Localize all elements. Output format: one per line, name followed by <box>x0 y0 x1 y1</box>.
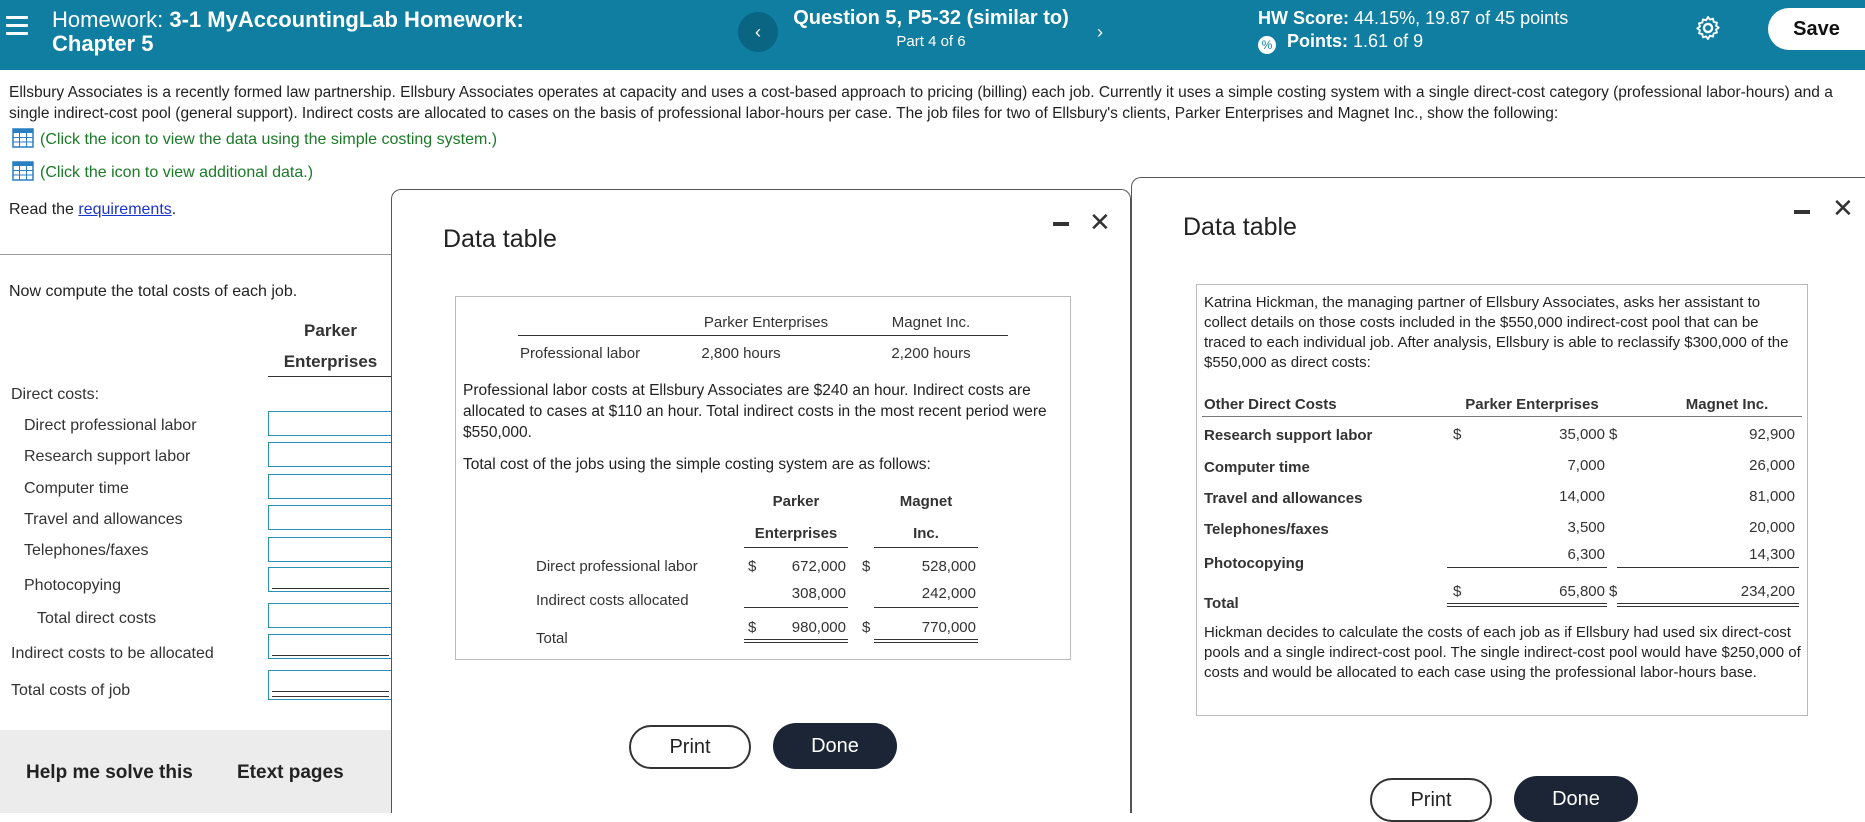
answer-col-header-line1: Parker <box>304 321 357 340</box>
total-double-line <box>874 639 978 643</box>
table-icon <box>12 128 34 148</box>
photocopying-input[interactable] <box>268 567 393 592</box>
done-button[interactable]: Done <box>1514 776 1638 822</box>
total-costs-of-job-input[interactable] <box>268 670 393 700</box>
answer-col-header-line2: Enterprises <box>283 352 378 371</box>
subtotal-line <box>874 607 978 608</box>
row-label: Research support labor <box>24 448 191 465</box>
row-label: Computer time <box>1204 459 1310 476</box>
requirements-link[interactable]: requirements <box>78 201 172 218</box>
row1-magnet: 528,000 <box>921 558 976 575</box>
hw-score <box>1258 8 1568 29</box>
points-label: Points: <box>1287 31 1349 51</box>
row-label: Total costs of job <box>11 682 131 699</box>
row-magnet: 81,000 <box>1749 488 1795 505</box>
col-header-magnet: Magnet Inc. <box>1685 396 1769 413</box>
subtotal-line <box>1617 567 1799 568</box>
col-header-parker: Parker Enterprises <box>703 314 829 331</box>
chevron-left-icon[interactable]: ‹ <box>738 12 778 52</box>
partial-credit-icon: % <box>1258 36 1276 54</box>
row-magnet: 20,000 <box>1749 519 1795 536</box>
row-parker: 7,000 <box>1567 457 1605 474</box>
read-suffix: . <box>171 201 177 218</box>
done-button[interactable]: Done <box>773 723 897 769</box>
dollar-sign: $ <box>1609 583 1618 600</box>
row-parker: 65,800 <box>1559 583 1605 600</box>
simple-costing-data-link[interactable] <box>12 128 497 149</box>
research-support-labor-input[interactable] <box>268 442 393 467</box>
help-me-solve-button[interactable]: Help me solve this <box>26 762 193 783</box>
homework-title <box>52 8 524 56</box>
chapter-label: Chapter 5 <box>52 31 154 56</box>
computer-time-input[interactable] <box>268 474 393 499</box>
row-parker: 35,000 <box>1559 426 1605 443</box>
row-label: Travel and allowances <box>1204 490 1363 507</box>
dollar-sign: $ <box>1453 583 1462 600</box>
close-icon[interactable]: ✕ <box>1089 207 1111 237</box>
table-icon <box>12 161 34 181</box>
additional-data-table <box>1196 284 1808 716</box>
header-underline <box>744 547 848 548</box>
direct-professional-labor-input[interactable] <box>268 411 393 436</box>
dollar-sign: $ <box>748 558 757 575</box>
modal-title: Data table <box>1183 213 1297 241</box>
hw-score-value: 44.15%, 19.87 of 45 points <box>1354 8 1569 28</box>
minimize-icon[interactable] <box>1794 210 1810 214</box>
data-table-modal-additional <box>1131 177 1865 813</box>
table-header-parker-1: Parker <box>772 493 820 510</box>
row-label: Photocopying <box>24 577 121 594</box>
simple-costing-table <box>455 296 1071 660</box>
header-underline <box>1202 416 1802 417</box>
row3-magnet: 770,000 <box>921 619 976 636</box>
hw-score-label: HW Score: <box>1258 8 1350 28</box>
total-cost-paragraph: Total cost of the jobs using the simple costing system are as follows: <box>463 456 931 473</box>
row-label: Telephones/faxes <box>24 542 149 559</box>
minimize-icon[interactable] <box>1053 222 1069 226</box>
data-table-modal-simple <box>391 189 1131 813</box>
total-direct-costs-input[interactable] <box>268 603 393 628</box>
instruction-text: Now compute the total costs of each job. <box>9 283 298 300</box>
row-label: Indirect costs to be allocated <box>11 645 214 662</box>
points-value: 1.61 of 9 <box>1353 31 1424 51</box>
hickman-paragraph: Hickman decides to calculate the costs of each job as if Ellsbury had used six direct-cost pools and a single indirect-cost pool. The single indirect-cost pool would have $250,000 of costs and would be allocated to each case using the professional labor-hours base. <box>1204 624 1801 681</box>
subtotal-line <box>1447 567 1607 568</box>
answer-header-underline <box>268 376 393 377</box>
row2-magnet: 242,000 <box>921 585 976 602</box>
total-double-line <box>744 639 848 643</box>
etext-pages-button[interactable]: Etext pages <box>237 762 344 783</box>
row-parker: 3,500 <box>1567 519 1605 536</box>
print-button[interactable]: Print <box>1370 778 1492 822</box>
additional-data-link[interactable] <box>12 161 313 182</box>
header-underline <box>518 335 1008 336</box>
row-label: Travel and allowances <box>24 511 183 528</box>
col-header-parker: Parker Enterprises <box>1465 396 1599 413</box>
dollar-sign: $ <box>1609 426 1618 443</box>
question-part: Part 4 of 6 <box>896 33 966 50</box>
row-label: Photocopying <box>1204 555 1304 572</box>
row3-label: Total <box>536 630 568 647</box>
chevron-right-icon[interactable]: › <box>1097 22 1103 42</box>
dollar-sign: $ <box>862 558 871 575</box>
col-header-magnet: Magnet Inc. <box>891 314 971 331</box>
print-button[interactable]: Print <box>629 725 751 769</box>
row-label: Total direct costs <box>37 610 157 627</box>
table-header-magnet-1: Magnet <box>899 493 953 510</box>
row-parker: 14,000 <box>1559 488 1605 505</box>
travel-allowances-input[interactable] <box>268 505 393 530</box>
row-magnet: 26,000 <box>1749 457 1795 474</box>
question-title: Question 5, P5-32 (similar to) <box>793 7 1069 29</box>
points <box>1258 31 1423 54</box>
row1-label: Direct professional labor <box>536 558 698 575</box>
header-underline <box>874 547 978 548</box>
additional-data-link-text[interactable]: (Click the icon to view additional data.) <box>40 164 314 181</box>
total-double-line <box>1617 603 1799 607</box>
gear-icon[interactable] <box>1694 14 1722 42</box>
row-magnet: 234,200 <box>1740 583 1795 600</box>
modal-title: Data table <box>443 225 557 253</box>
subtotal-line <box>744 607 848 608</box>
row1-parker: 672,000 <box>791 558 846 575</box>
menu-icon[interactable] <box>6 16 28 36</box>
dollar-sign: $ <box>1453 426 1462 443</box>
row-label: Direct professional labor <box>24 417 197 434</box>
problem-intro: Ellsbury Associates is a recently formed law partnership. Ellsbury Associates operates at capacity and uses a cost-based approach to pricing (billing) each job. Currently it uses a simple costing system with a single direct-cost category (professional labor-hours) and a single indirect-cost pool (general support). Indirect costs are allocated to cases on the basis of professional labor-hours per case. The job files for two of Ellsbury's clients, Parker Enterprises and Magnet Inc., show the following: <box>9 84 1833 122</box>
top-bar <box>0 0 1865 70</box>
row2-parker: 308,000 <box>791 585 846 602</box>
row-parker: 6,300 <box>1567 546 1605 563</box>
table-header-parker-2: Enterprises <box>754 525 838 542</box>
row2-label: Indirect costs allocated <box>536 592 689 609</box>
homework-label: Homework: <box>52 7 164 32</box>
homework-name: 3-1 MyAccountingLab Homework: <box>169 7 524 32</box>
dollar-sign: $ <box>862 619 871 636</box>
col-header-other-direct: Other Direct Costs <box>1204 396 1337 413</box>
total-double-line <box>1447 603 1607 607</box>
row-magnet: 92,900 <box>1749 426 1795 443</box>
row-label: Telephones/faxes <box>1204 521 1329 538</box>
read-requirements <box>9 201 176 219</box>
table-header-magnet-2: Inc. <box>913 525 939 542</box>
dollar-sign: $ <box>748 619 757 636</box>
read-prefix: Read the <box>9 201 74 218</box>
row-label: Total <box>1204 595 1239 612</box>
row3-parker: 980,000 <box>791 619 846 636</box>
row-magnet: 14,300 <box>1749 546 1795 563</box>
simple-costing-link-text[interactable]: (Click the icon to view the data using the simple costing system.) <box>40 131 498 148</box>
labor-parker: 2,800 hours <box>701 345 781 362</box>
save-button[interactable]: Save <box>1768 8 1865 50</box>
section-divider <box>0 254 395 255</box>
labor-cost-paragraph: Professional labor costs at Ellsbury Associates are $240 an hour. Indirect costs are allocated to cases at $110 an hour. Total indirect costs in the most recent period were $550,000. <box>463 382 1047 441</box>
reclassify-paragraph: Katrina Hickman, the managing partner of Ellsbury Associates, asks her assistant to collect details on those costs included in the $550,000 indirect-cost pool that can be traced to each individual job. After analysis, Ellsbury is able to reclassify $300,000 of the $550,000 as direct costs: <box>1204 294 1789 371</box>
telephones-faxes-input[interactable] <box>268 537 393 562</box>
close-icon[interactable]: ✕ <box>1832 193 1854 223</box>
direct-costs-label: Direct costs: <box>11 386 100 403</box>
row-label: Research support labor <box>1204 427 1373 444</box>
labor-label: Professional labor <box>520 345 641 362</box>
row-label: Computer time <box>24 480 129 497</box>
labor-magnet: 2,200 hours <box>891 345 971 362</box>
indirect-costs-input[interactable] <box>268 634 393 659</box>
